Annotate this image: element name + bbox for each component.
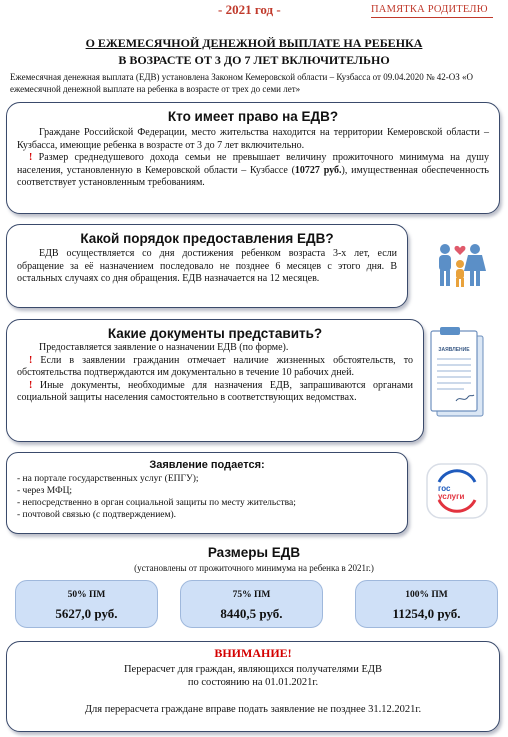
documents-paragraph-1: Предоставляется заявление о назначении ЕДВ (по форме).: [39, 342, 289, 353]
income-threshold: 10727 руб.: [294, 164, 342, 176]
size-card-percent: 75% ПМ: [232, 590, 271, 600]
documents-section: [6, 319, 424, 442]
who-paragraph-1: [17, 127, 489, 152]
gosuslugi-logo: [425, 462, 489, 520]
family-icon: [433, 240, 487, 290]
memo-label: ПАМЯТКА РОДИТЕЛЮ: [371, 4, 488, 15]
attention-section: [6, 641, 500, 732]
year-label: - 2021 год -: [218, 2, 281, 17]
attention-line-2: по состоянию на 01.01.2021г.: [187, 677, 319, 688]
who-section: [6, 102, 500, 214]
documents-p3-text: Иные документы, необходимые для назначения ЕДВ, запрашиваются органами социальной защиты населения самостоятельно в соответствующих ведомствах.: [17, 379, 413, 403]
attention-line-1: Перерасчет для граждан, являющихся получателями ЕДВ: [123, 664, 383, 675]
submission-item: - почтовой связью (с подтверждением).: [17, 510, 177, 520]
order-text: ЕДВ осуществляется со дня достижения ребенком возраста 3-х лет, если обращение за её назначением последовало не позднее 6 месяцев с этого дня. В остальных случаях со дня обращения. ЕДВ назначается на 12 месяцев.: [17, 248, 397, 284]
title-line-2: В ВОЗРАСТЕ ОТ 3 ДО 7 ЛЕТ ВКЛЮЧИТЕЛЬНО: [118, 53, 390, 67]
size-card-100: [355, 580, 498, 628]
who-p2-text-a: Размер среднедушевого дохода семьи не превышает величину прожиточного минимума на душу населения, установленную в Кемеровской области – Кузбассе (: [17, 152, 489, 176]
submission-item: - непосредственно в орган социальной защиты по месту жительства;: [17, 498, 296, 508]
size-card-amount: 11254,0 руб.: [392, 606, 461, 621]
submission-item: - через МФЦ;: [17, 486, 73, 496]
size-card-percent: 50% ПМ: [67, 590, 106, 600]
top-bar: [0, 0, 508, 22]
documents-p2-text: Если в заявлении гражданин отмечает наличие жизненных обстоятельств, то обстоятельства подтверждаются им документально в течение 10 рабочих дней.: [17, 354, 413, 378]
sizes-subtitle: (установлены от прожиточного минимума на ребенка в 2021г.): [134, 563, 374, 573]
submission-section: [6, 452, 408, 534]
gosuslugi-logo-line-1: гос: [438, 484, 451, 493]
intro-text: Ежемесячная денежная выплата (ЕДВ) установлена Законом Кемеровской области – Кузбасса от 09.04.2020 № 42-ОЗ «О ежемесячной денежной выплате на ребенка в возрасте от трех до семи лет»: [10, 72, 474, 94]
exclamation-icon: !: [29, 152, 33, 163]
exclamation-icon: !: [29, 379, 33, 391]
order-section: [6, 224, 408, 308]
order-title: Какой порядок предоставления ЕДВ?: [80, 231, 334, 246]
submission-item: - на портале государственных услуг (ЕПГУ);: [17, 474, 199, 484]
size-card-50: [15, 580, 158, 628]
documents-title: Какие документы представить?: [107, 326, 323, 341]
sizes-title: Размеры ЕДВ: [207, 545, 301, 560]
attention-line-3: Для перерасчета граждане вправе подать заявление не позднее 31.12.2021г.: [84, 704, 422, 715]
submission-title: Заявление подается:: [149, 459, 265, 471]
size-card-percent: 100% ПМ: [405, 590, 448, 600]
who-p1-text: Граждане Российской Федерации, место жительства находится на территории Кемеровской области – Кузбасса, имеющие ребенка в возрасте от 3 до 7 лет включительно.: [17, 127, 489, 151]
document-icon: [426, 326, 488, 421]
size-card-amount: 5627,0 руб.: [55, 606, 118, 621]
who-p2-text-c: ), имущественная обеспеченность соответствует установленным требованиям.: [17, 164, 489, 188]
memo-underline: [371, 17, 493, 18]
documents-paragraph-2: [17, 355, 413, 380]
document-icon-label: ЗАЯВЛЕНИЕ: [438, 347, 470, 353]
who-title: Кто имеет право на ЕДВ?: [167, 109, 339, 124]
who-paragraph-2: [17, 152, 489, 190]
attention-title: ВНИМАНИЕ!: [214, 646, 292, 660]
exclamation-icon: !: [29, 354, 33, 366]
size-card-75: [180, 580, 323, 628]
title-line-1: О ЕЖЕМЕСЯЧНОЙ ДЕНЕЖНОЙ ВЫПЛАТЕ НА РЕБЕНКА: [85, 36, 423, 50]
size-card-amount: 8440,5 руб.: [220, 606, 283, 621]
documents-paragraph-3: [17, 380, 413, 405]
gosuslugi-logo-line-2: услуги: [438, 492, 465, 501]
